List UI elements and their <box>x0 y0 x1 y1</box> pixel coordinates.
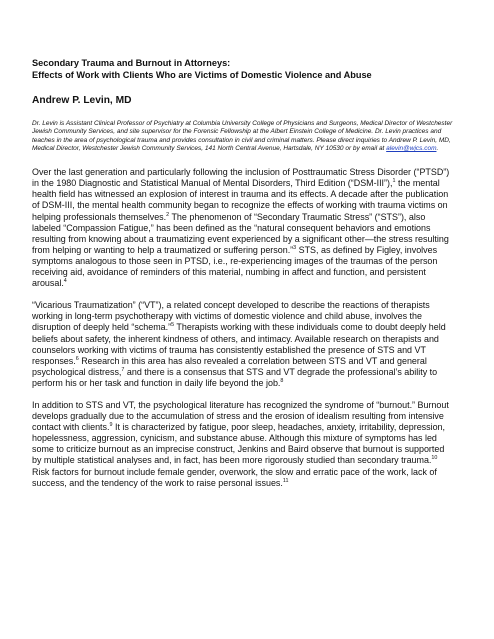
paragraph-text: In addition to STS and VT, the psychological literature has recognized the syndrome of “burnout.” Burnout develops gradually due to the accumulation of stress and the erosion of idealism resulting from intensive contact with clients. <box>32 399 449 433</box>
footnote-marker: 3 <box>293 244 297 251</box>
footnote-marker: 4 <box>63 278 67 285</box>
footnote-marker: 1 <box>392 178 396 185</box>
paragraph-text: The phenomenon of “Secondary Traumatic Stress” (“STS”), also labeled “Compassion Fatigue,” has been defined as the “natural consequent behaviors and emotions resulting from knowing about a traumatizing event experienced by a significant other—the stress resulting from helping or wanting to help a traumatized or suffering person.” <box>32 211 449 255</box>
paragraph-text: and there is a consensus that STS and VT degrade the professional’s ability to perform his or her task and function in daily life beyond the job. <box>32 366 438 388</box>
paragraph-text: Research in this area has also revealed a correlation between STS and VT and general psychological distress, <box>32 355 427 377</box>
paragraph-text: Therapists working with these individuals come to doubt deeply held beliefs about safety, the inherent kindness of others, and intimacy. Available research on therapists and counselors working with victims of trauma has consistently established the presence of STS and VT responses. <box>32 322 446 366</box>
footnote-marker: 11 <box>282 477 289 484</box>
paragraph-text: Risk factors for burnout include female gender, overwork, the slow and erratic pace of the work, lack of success, and the tendency of the work to raise personal issues. <box>32 466 437 488</box>
footnote-marker: 7 <box>121 366 125 373</box>
title-line-1: Secondary Trauma and Burnout in Attorneys: <box>32 58 231 68</box>
footnote-marker: 10 <box>431 455 438 462</box>
footnote-marker: 2 <box>166 211 170 218</box>
author-bio <box>32 120 454 153</box>
footnote-marker: 9 <box>109 422 113 429</box>
title-line-2: Effects of Work with Clients Who are Victims of Domestic Violence and Abuse <box>32 70 372 80</box>
bio-email-link[interactable]: alevin@wjcs.com <box>386 144 437 152</box>
bio-text: Dr. Levin is Assistant Clinical Professor of Psychiatry at Columbia University College of Physicians and Surgeons, Medical Director of Westchester Jewish Community Services, and site supervisor for the Forensic Fellowship at the Albert Einstein College of Medicine. Dr. Levin practices and teaches in the area of psychological trauma and provides consultation in civil and criminal matters. Please direct inquiries to Andrew P. Levin, MD, Medical Director, Westchester Jewish Community Services, 141 North Central Avenue, Hartsdale, NY 10530 or by email at <box>32 120 453 152</box>
document-title <box>32 57 454 81</box>
bio-end: . <box>436 144 439 152</box>
paragraph-text: “Vicarious Traumatization” (“VT”), a related concept developed to describe the reactions of therapists working in long-term psychotherapy with victims of domestic violence and child abuse, involves the disruption of deeply held “schema.” <box>32 300 430 333</box>
paragraph-text: the mental health field has witnessed an explosion of interest in trauma and its effects. A decade after the publication of DSM-III, the mental health community began to recognize the effects of working with trauma victims on helping professionals themselves. <box>32 178 449 222</box>
footnote-marker: 8 <box>280 377 284 384</box>
body-paragraph-3 <box>32 400 454 489</box>
body-paragraph-2 <box>32 300 454 389</box>
paragraph-text: STS, as defined by Figley, involves symptoms analogous to those seen in PTSD, i.e., re-experiencing images of the traumas of the person receiving aid, avoidance of reminders of this material, numbing in affect and function, and persistent arousal. <box>32 244 438 289</box>
footnote-marker: 6 <box>75 355 79 362</box>
paragraph-text: Over the last generation and particularly following the inclusion of Posttraumatic Stress Disorder (“PTSD”) in the 1980 Diagnostic and Statistical Manual of Mental Disorders, Third Edition (“DSM-III”), <box>32 167 450 189</box>
paragraph-text: It is characterized by fatigue, poor sleep, headaches, anxiety, irritability, depression, hopelessness, aggression, cynicism, and substance abuse. Although this mixture of symptoms has led some to criticize burnout as an imprecise construct, Jenkins and Baird observe that burnout is supported by multiple statistical analyses and, in fact, has been more rigorously studied than secondary trauma. <box>32 422 446 466</box>
body-paragraph-1 <box>32 167 454 289</box>
footnote-marker: 5 <box>171 322 175 329</box>
author-name: Andrew P. Levin, MD <box>32 95 132 106</box>
